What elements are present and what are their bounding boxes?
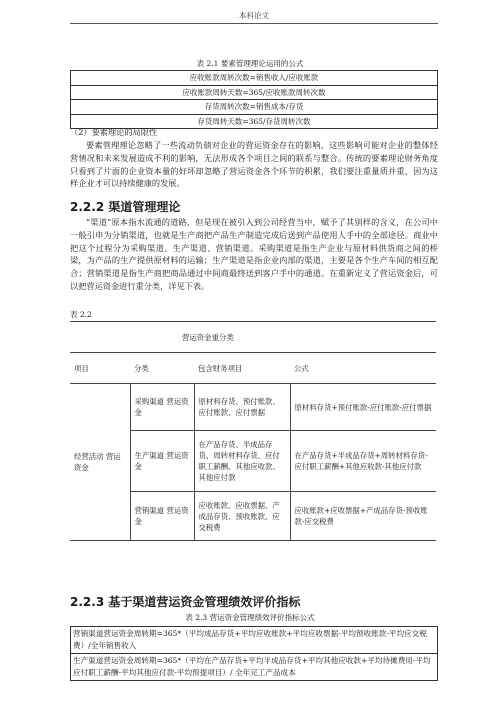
table-row xyxy=(70,384,436,431)
accounts-cell: 应收账款、应收票据、产成品存货、预收账款、应交税费 xyxy=(194,492,290,541)
table-cell: 营销渠道营运资金周转期=365*（平均成品存货+平均应收账款+平均应收票据-平均预收账款-平均应交税费）/全年销售收入 xyxy=(71,627,438,654)
category-cell: 营销渠道 营运资金 xyxy=(130,492,194,541)
body-paragraph: 要素管理理论忽略了一些流动负债对企业的营运资金存在的影响，这些影响可能对企业的整体经营情况和未来发展造成不利的影响，无法形成各个项目之间的联系与整合。传统的要素理论财务角度只看到了片面的企业资本量的好坏却忽略了营运资金各个环节的积累，我们要注重量质并重，因为这样企业才可以持续健康的发展。 xyxy=(70,140,438,189)
column-header: 项目 xyxy=(70,353,130,384)
table2-label: 表 2.2 xyxy=(70,310,92,319)
table-header-row xyxy=(70,353,436,384)
table1-caption: 表 2.1 要素管理理论运用的公式 xyxy=(196,59,304,68)
table-row xyxy=(71,627,438,654)
section-heading: 2.2.3 基于渠道营运资金管理绩效评价指标 xyxy=(70,595,301,609)
page-header: 本科论文 xyxy=(239,11,269,20)
formula-cell: 应收账款+应收票据+产成品存货-预收账款-应交税费 xyxy=(290,492,436,541)
column-header: 公式 xyxy=(290,353,436,384)
group-cell: 经营活动 营运资金 xyxy=(70,384,130,541)
category-cell: 生产渠道 营运资金 xyxy=(130,431,194,492)
category-cell: 采购渠道 营运资金 xyxy=(130,384,194,431)
accounts-cell: 原材料存货、预付账款、应付账款、应付票据 xyxy=(194,384,290,431)
table-title-row xyxy=(70,322,436,353)
table-cell: 存货周转天数=365/存货周转次数 xyxy=(71,114,438,129)
header-rule xyxy=(70,23,438,24)
table3-caption: 表 2.3 营运资金管理绩效评价指标公式 xyxy=(185,613,315,622)
formula-cell: 原材料存货+预付账款-应付账款-应付票据 xyxy=(290,384,436,431)
indicator-table xyxy=(70,626,438,681)
column-header: 包含财务项目 xyxy=(194,353,290,384)
table-title: 营运资金重分类 xyxy=(70,322,436,353)
column-header: 分类 xyxy=(130,353,194,384)
table-cell: 生产渠道营运资金周转期=365*（平均在产品存货+平均半成品存货+平均其他应收款+平均待摊费用-平均应付职工薪酬-平均其他应付款-平均预提项目）/ 全年完工产品成本 xyxy=(71,654,438,681)
table-cell: 应收账款周转次数=销售收入/应收账款 xyxy=(71,71,438,86)
body-paragraph: “渠道”原本指水流通的道路，但是现在被引入到公司经营当中，赋予了其别样的含义，在公司中一般引申为分销渠道，也就是生产商把产品生产制造完成后送到产品使用人手中的全部途径。商业中把这个过程分为采购渠道、生产渠道、营销渠道。采购渠道是指生产企业与原材料供货商之间的桥梁，为产品的生产提供原材料的运输；生产渠道是指企业内部的渠道，主要是各个生产车间的相互配合；营销渠道是指生产商把商品通过中间商最终送到客户手中的通道。在重新定义了营运资金后，可以把营运资金进行重分类，详见下表。 xyxy=(70,217,438,291)
subsection-title: （2）要素理论的局限性 xyxy=(70,127,158,137)
formula-cell: 在产品存货+半成品存货+周转材料存货-应付职工薪酬+其他应收款-其他应付款 xyxy=(290,431,436,492)
table-row xyxy=(71,85,438,100)
table-row xyxy=(71,71,438,86)
table-row xyxy=(71,654,438,681)
table-row xyxy=(71,100,438,115)
formula-table-1 xyxy=(70,70,438,129)
table-cell: 应收账款周转天数=365/应收账款周转次数 xyxy=(71,85,438,100)
table-cell: 存货周转次数=销售成本/存货 xyxy=(71,100,438,115)
section-heading: 2.2.2 渠道管理理论 xyxy=(70,200,181,214)
reclassification-table xyxy=(70,321,436,541)
accounts-cell: 在产品存货、半成品存货、周转材料存货、应付职工薪酬、其他应收款、其他应付款 xyxy=(194,431,290,492)
